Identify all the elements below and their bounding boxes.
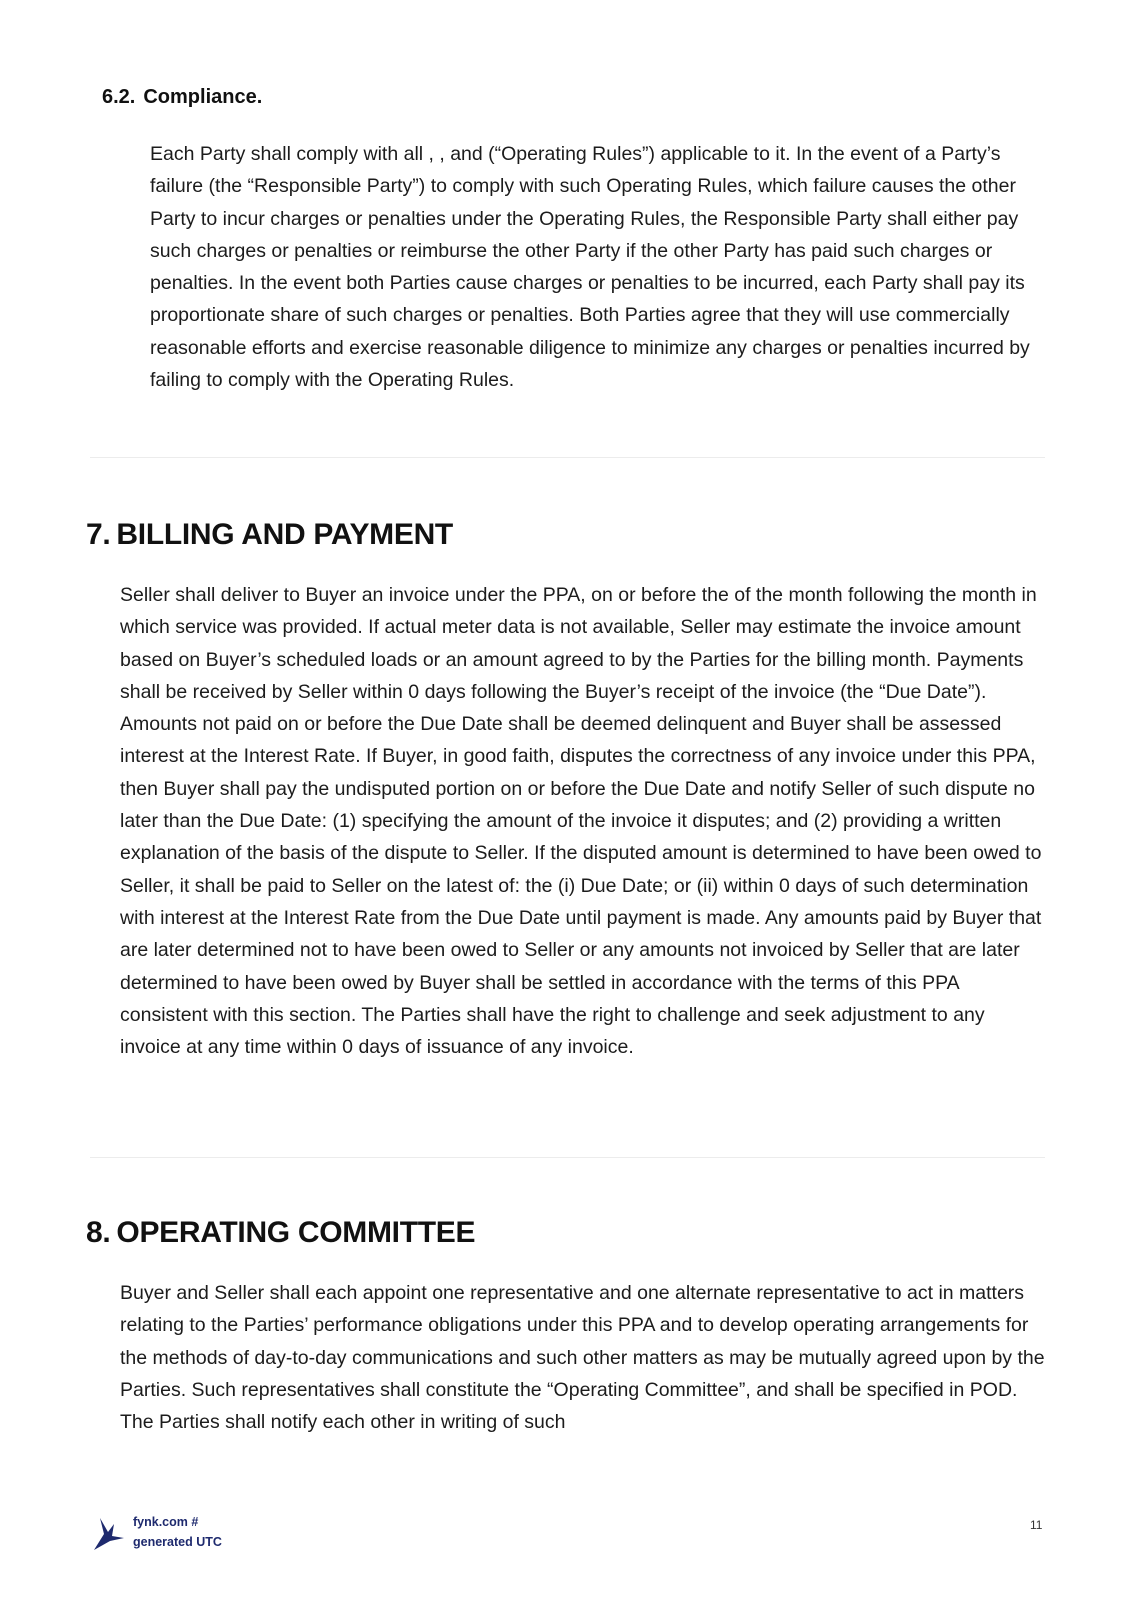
section-6-2-heading: [102, 86, 262, 109]
section-7-title: BILLING AND PAYMENT: [116, 518, 453, 551]
section-7-number: 7.: [86, 518, 111, 551]
footer-generated-line: generated UTC: [133, 1535, 222, 1549]
section-6-2-number: 6.2.: [102, 86, 136, 108]
section-7-paragraph: Seller shall deliver to Buyer an invoice under the PPA, on or before the of the month following the month in which service was provided. If actual meter data is not available, Seller may estimate the invoice amount based on Buyer’s scheduled loads or an amount agreed to by the Parties for the billing month. Payments shall be received by Seller within 0 days following the Buyer’s receipt of the invoice (the “Due Date”). Amounts not paid on or before the Due Date shall be deemed delinquent and Buyer shall be assessed interest at the Interest Rate. If Buyer, in good faith, disputes the correctness of any invoice under this PPA, then Buyer shall pay the undisputed portion on or before the Due Date and notify Seller of such dispute no later than the Due Date: (1) specifying the amount of the invoice it disputes; and (2) providing a written explanation of the basis of the dispute to Seller. If the disputed amount is determined to have been owed to Seller, it shall be paid to Seller on the latest of: the (i) Due Date; or (ii) within 0 days of such determination with interest at the Interest Rate from the Due Date until payment is made. Any amounts paid by Buyer that are later determined not to have been owed to Seller or any amounts not invoiced by Seller that are later determined to have been owed by Buyer shall be settled in accordance with the terms of this PPA consistent with this section. The Parties shall have the right to challenge and seek adjustment to any invoice at any time within 0 days of issuance of any invoice.: [120, 584, 1042, 1059]
footer-site-line: fynk.com #: [133, 1515, 199, 1529]
page-number: 11: [1030, 1518, 1043, 1532]
section-8-number: 8.: [86, 1216, 111, 1249]
fynk-logo-icon: [90, 1514, 126, 1552]
section-6-2-paragraph: Each Party shall comply with all , , and (“Operating Rules”) applicable to it. In the event of a Party’s failure (the “Responsible Party”) to comply with such Operating Rules, which failure causes the other Party to incur charges or penalties under the Operating Rules, the Responsible Party shall either pay such charges or penalties or reimburse the other Party if the other Party has paid such charges or penalties. In the event both Parties cause charges or penalties to be incurred, each Party shall pay its proportionate share of such charges or penalties. Both Parties agree that they will use commercially reasonable efforts and exercise reasonable diligence to minimize any charges or penalties incurred by failing to comply with the Operating Rules.: [150, 143, 1030, 392]
section-7-heading: [86, 518, 453, 552]
section-divider: [90, 457, 1045, 458]
section-6-2-title: Compliance.: [143, 86, 263, 108]
section-divider: [90, 1157, 1045, 1158]
section-8-paragraph: Buyer and Seller shall each appoint one representative and one alternate representative to act in matters relating to the Parties’ performance obligations under this PPA and to develop operating arrangements for the methods of day-to-day communications and such other matters as may be mutually agreed upon by the Parties. Such representatives shall constitute the “Operating Committee”, and shall be specified in POD. The Parties shall notify each other in writing of such: [120, 1282, 1045, 1434]
section-8-heading: [86, 1216, 475, 1250]
footer-text: [133, 1512, 222, 1552]
section-8-title: OPERATING COMMITTEE: [116, 1216, 476, 1249]
